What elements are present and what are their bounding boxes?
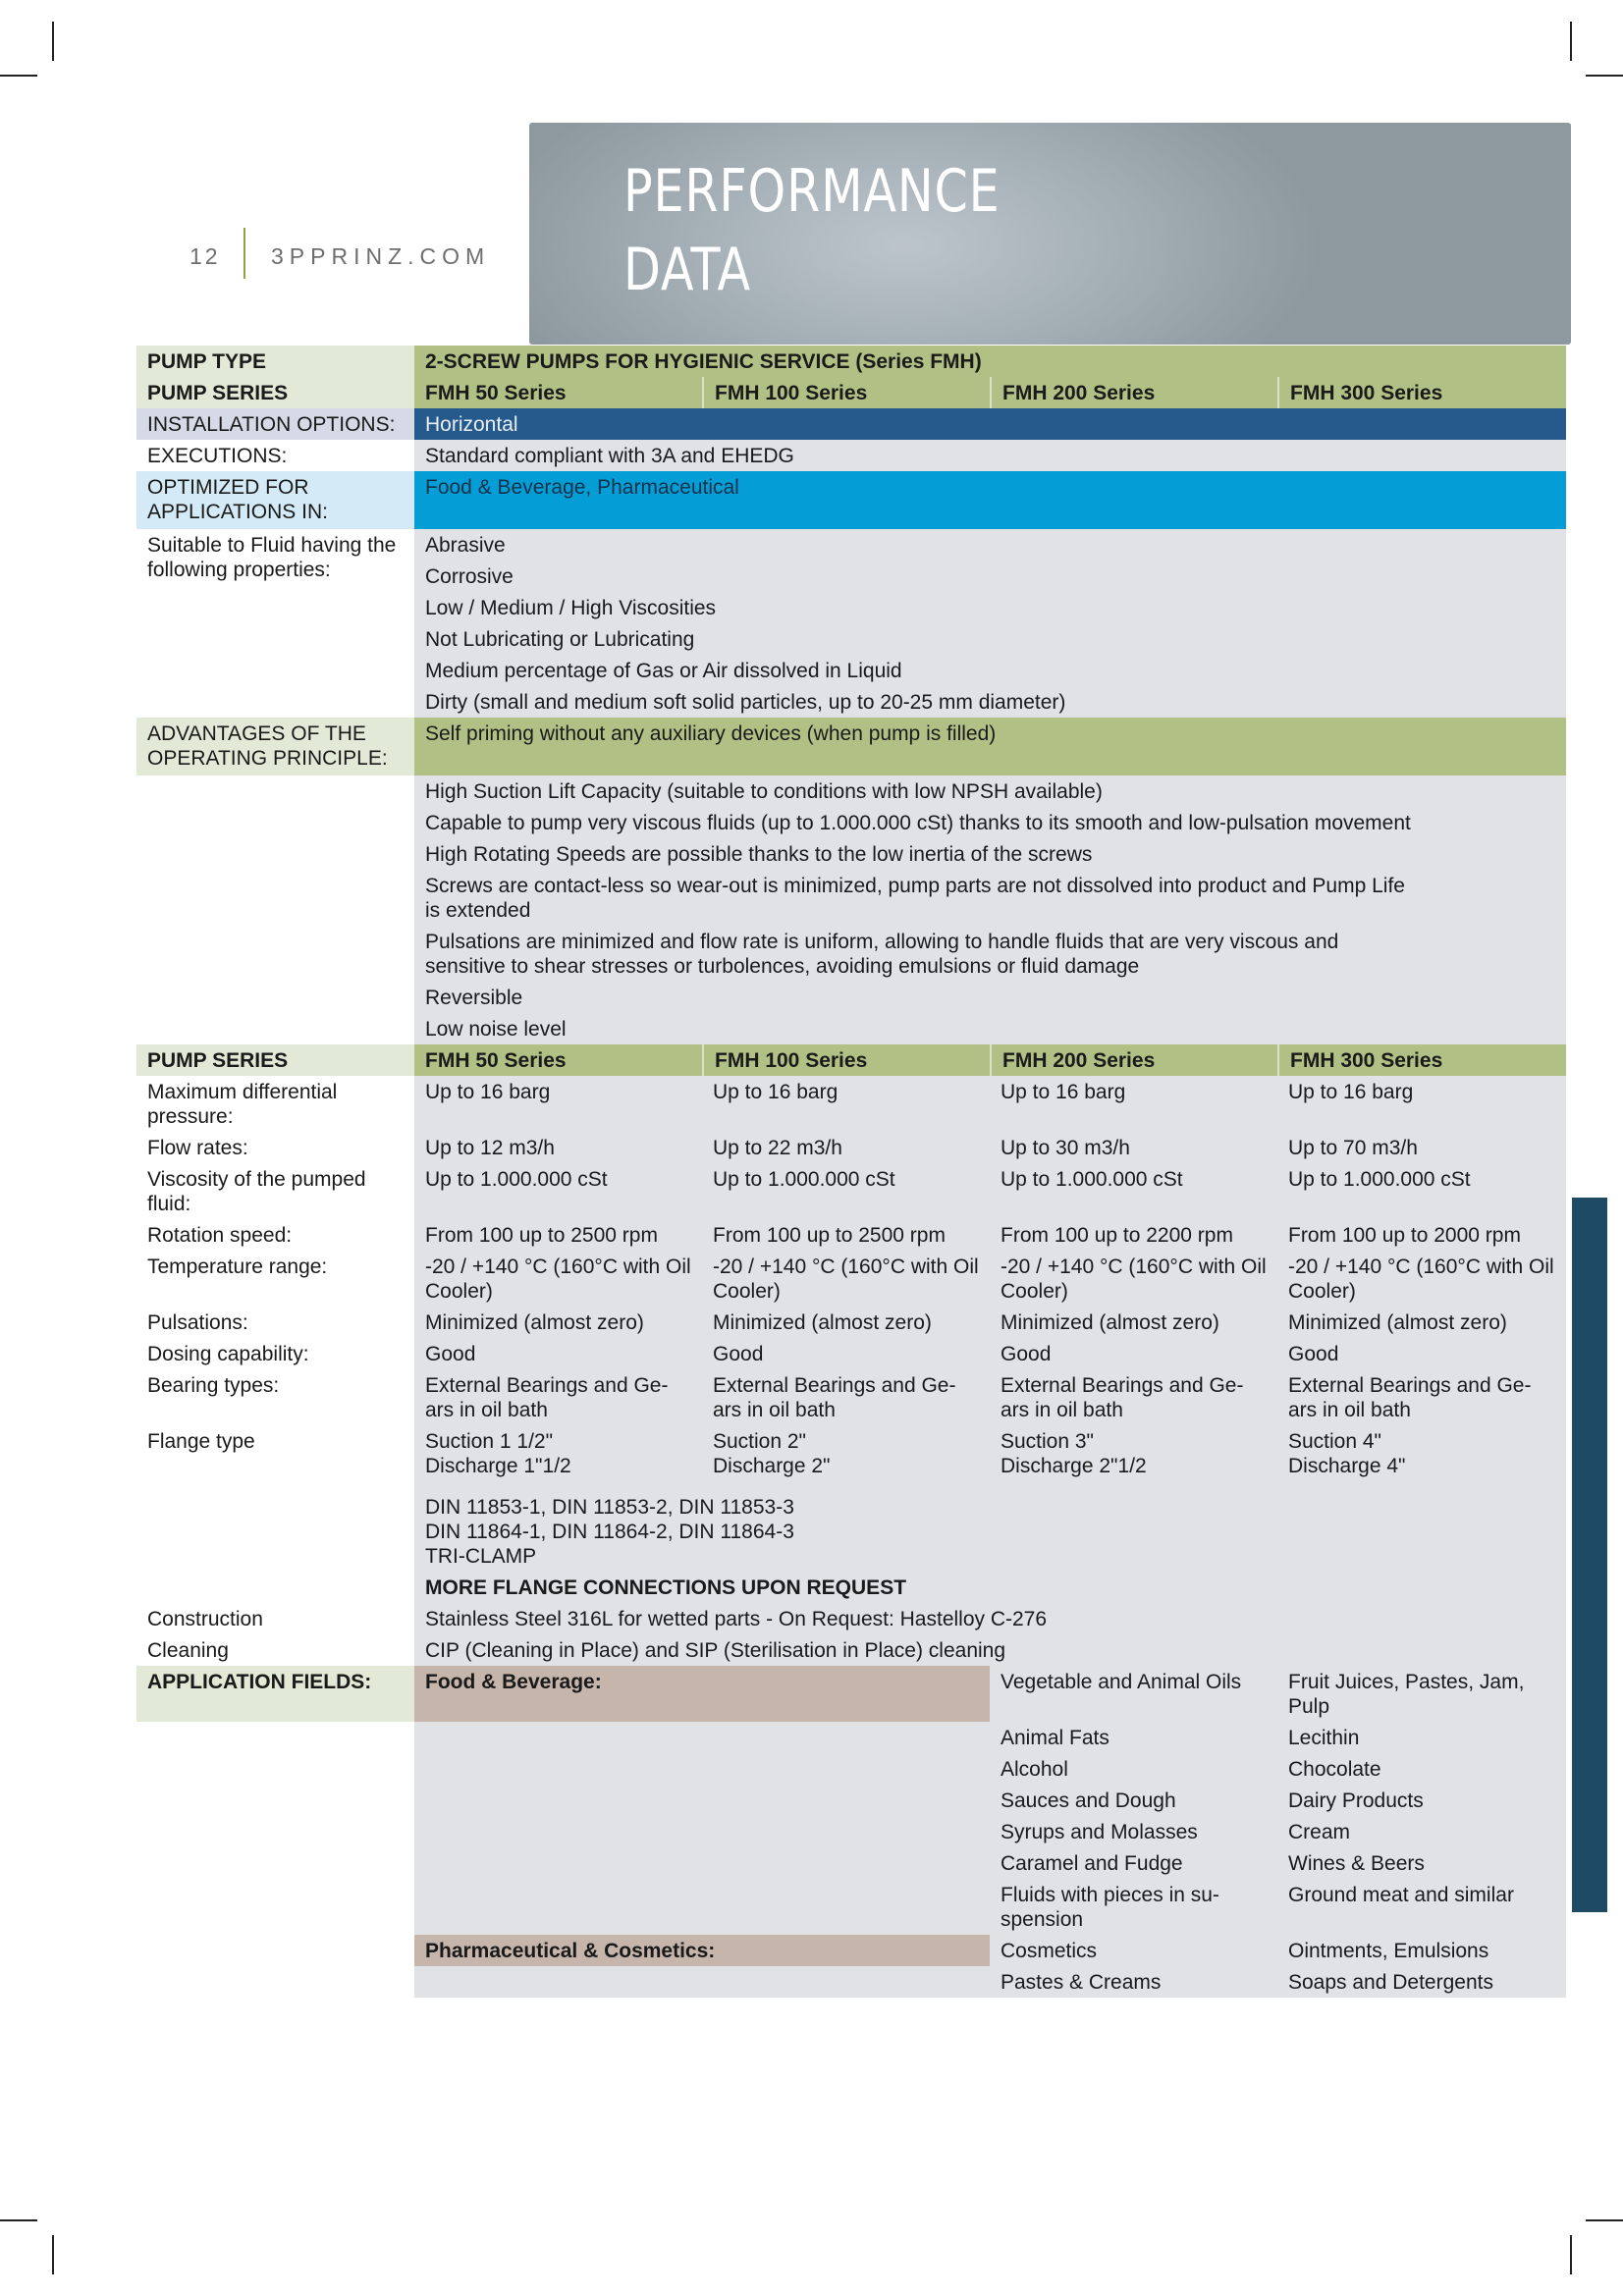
page-title [623, 152, 1001, 309]
flange-standards: DIN 11853-1, DIN 11853-2, DIN 11853-3 DIN 11864-1, DIN 11864-2, DIN 11864-3 TRI-CLAMP [414, 1481, 1566, 1572]
page-title-line1: PERFORMANCE [623, 157, 1001, 226]
fluid-property: Corrosive [414, 561, 1566, 592]
application-item: Cream [1277, 1816, 1566, 1847]
empty-label [136, 1785, 414, 1816]
table-row-advantages [136, 718, 1566, 775]
optimized-value: Food & Beverage, Pharmaceutical [414, 471, 1566, 529]
empty-cell [414, 1785, 990, 1816]
title-banner [529, 123, 1571, 345]
application-item: Ground meat and similar [1277, 1879, 1566, 1935]
crop-mark [1586, 2219, 1623, 2221]
spec-value: -20 / +140 °C (160°C with Oil Cooler) [414, 1251, 702, 1307]
flange-note: MORE FLANGE CONNECTIONS UPON REQUEST [414, 1572, 1566, 1603]
application-item: Fluids with pieces in su- spension [990, 1879, 1277, 1935]
spec-value: -20 / +140 °C (160°C with Oil Cooler) [1277, 1251, 1566, 1307]
spec-value: Up to 1.000.000 cSt [1277, 1163, 1566, 1219]
row-label: PUMP SERIES [136, 1044, 414, 1076]
spec-value: Minimized (almost zero) [414, 1307, 702, 1338]
advantage-highlight: Self priming without any auxiliary devices (when pump is filled) [414, 718, 1566, 775]
empty-label [136, 1572, 414, 1603]
spec-value: Up to 70 m3/h [1277, 1132, 1566, 1163]
spec-value: Up to 1.000.000 cSt [990, 1163, 1277, 1219]
table-row-spec [136, 1163, 1566, 1219]
table-row-flange-standards [136, 1481, 1566, 1572]
row-label: Flange type [136, 1425, 414, 1481]
application-item: Ointments, Emulsions [1277, 1935, 1566, 1966]
application-item: Animal Fats [990, 1722, 1277, 1753]
spec-value: External Bearings and Ge- ars in oil bath [414, 1369, 702, 1425]
table-row-spec [136, 1338, 1566, 1369]
spec-value: Up to 16 barg [414, 1076, 702, 1132]
row-label: Dosing capability: [136, 1338, 414, 1369]
empty-cell [414, 1879, 990, 1935]
application-category: Food & Beverage: [414, 1666, 990, 1722]
series-header: FMH 300 Series [1277, 377, 1566, 408]
table-row-pump-type [136, 346, 1566, 377]
installation-value: Horizontal [414, 408, 1566, 440]
spec-value: Minimized (almost zero) [990, 1307, 1277, 1338]
spec-value: External Bearings and Ge- ars in oil bath [990, 1369, 1277, 1425]
table-row-flange-note [136, 1572, 1566, 1603]
spec-value: External Bearings and Ge- ars in oil bath [1277, 1369, 1566, 1425]
row-label: APPLICATION FIELDS: [136, 1666, 414, 1722]
table-row-spec [136, 1132, 1566, 1163]
spec-value: Up to 1.000.000 cSt [414, 1163, 702, 1219]
spec-value: From 100 up to 2200 rpm [990, 1219, 1277, 1251]
table-row-pump-series [136, 377, 1566, 408]
spec-value: Minimized (almost zero) [1277, 1307, 1566, 1338]
spec-value: Up to 30 m3/h [990, 1132, 1277, 1163]
row-label: INSTALLATION OPTIONS: [136, 408, 414, 440]
spec-value: Good [414, 1338, 702, 1369]
row-label: PUMP SERIES [136, 377, 414, 408]
spec-value: Good [1277, 1338, 1566, 1369]
spec-value: Suction 4" Discharge 4" [1277, 1425, 1566, 1481]
table-row-executions [136, 440, 1566, 471]
advantage-item: Screws are contact-less so wear-out is minimized, pump parts are not dissolved into product and Pump Life is extended [414, 870, 1566, 926]
crop-mark [0, 2219, 37, 2221]
empty-label [136, 1847, 414, 1879]
table-row-spec [136, 1076, 1566, 1132]
row-label: Maximum differential pressure: [136, 1076, 414, 1132]
spec-value: Good [702, 1338, 990, 1369]
side-section-tab [1572, 1198, 1607, 1912]
table-row-construction [136, 1603, 1566, 1634]
spec-value: Minimized (almost zero) [702, 1307, 990, 1338]
empty-cell [414, 1722, 990, 1753]
executions-value: Standard compliant with 3A and EHEDG [414, 440, 1566, 471]
table-row-spec [136, 1369, 1566, 1425]
performance-table [136, 346, 1566, 1998]
advantage-item: Pulsations are minimized and flow rate is uniform, allowing to handle fluids that are very viscous and sensitive to shear stresses or turbolences, avoiding emulsions or fluid damage [414, 926, 1566, 982]
crop-mark [0, 75, 37, 77]
advantage-item: High Suction Lift Capacity (suitable to conditions with low NPSH available) [414, 775, 1566, 807]
advantage-item: Capable to pump very viscous fluids (up to 1.000.000 cSt) thanks to its smooth and low-pulsation movement [414, 807, 1566, 838]
row-label: Viscosity of the pumped fluid: [136, 1163, 414, 1219]
fluid-property: Medium percentage of Gas or Air dissolved in Liquid [414, 655, 1566, 686]
header-divider [243, 228, 245, 279]
fluid-property: Low / Medium / High Viscosities [414, 592, 1566, 623]
advantage-item: Low noise level [414, 1013, 1566, 1044]
table-row-application [136, 1785, 1566, 1816]
table-row-spec-header [136, 1044, 1566, 1076]
fluid-property: Abrasive [414, 529, 1566, 561]
spec-value: -20 / +140 °C (160°C with Oil Cooler) [702, 1251, 990, 1307]
table-row-application [136, 1879, 1566, 1935]
row-label: Cleaning [136, 1634, 414, 1666]
empty-label [136, 775, 414, 1044]
row-label: Bearing types: [136, 1369, 414, 1425]
cleaning-value: CIP (Cleaning in Place) and SIP (Sterilisation in Place) cleaning [414, 1634, 1566, 1666]
row-label: Suitable to Fluid having the following properties: [136, 529, 414, 718]
advantage-item: High Rotating Speeds are possible thanks to the low inertia of the screws [414, 838, 1566, 870]
table-row-spec [136, 1251, 1566, 1307]
spec-value: External Bearings and Ge- ars in oil bath [702, 1369, 990, 1425]
empty-label [136, 1966, 414, 1998]
empty-cell [414, 1847, 990, 1879]
row-label: PUMP TYPE [136, 346, 414, 377]
table-row-spec [136, 1425, 1566, 1481]
application-item: Soaps and Detergents [1277, 1966, 1566, 1998]
empty-label [136, 1481, 414, 1572]
table-row-application [136, 1847, 1566, 1879]
table-row-application [136, 1722, 1566, 1753]
application-item: Pastes & Creams [990, 1966, 1277, 1998]
crop-mark [1570, 22, 1572, 61]
crop-mark [1570, 2235, 1572, 2274]
spec-value: From 100 up to 2500 rpm [414, 1219, 702, 1251]
empty-cell [414, 1816, 990, 1847]
row-label: EXECUTIONS: [136, 440, 414, 471]
row-label: Rotation speed: [136, 1219, 414, 1251]
table-row-cleaning [136, 1634, 1566, 1666]
spec-value: From 100 up to 2000 rpm [1277, 1219, 1566, 1251]
table-row-application [136, 1753, 1566, 1785]
spec-value: Up to 12 m3/h [414, 1132, 702, 1163]
crop-mark [52, 2235, 54, 2274]
spec-value: -20 / +140 °C (160°C with Oil Cooler) [990, 1251, 1277, 1307]
empty-label [136, 1879, 414, 1935]
series-header: FMH 50 Series [414, 377, 702, 408]
table-row-fluid [136, 529, 1566, 561]
application-item: Syrups and Molasses [990, 1816, 1277, 1847]
row-label: ADVANTAGES OF THE OPERATING PRINCIPLE: [136, 718, 414, 775]
spec-value: Up to 22 m3/h [702, 1132, 990, 1163]
row-label: Pulsations: [136, 1307, 414, 1338]
application-item: Vegetable and Animal Oils [990, 1666, 1277, 1722]
row-label: Construction [136, 1603, 414, 1634]
table-row-spec [136, 1307, 1566, 1338]
table-row-application [136, 1816, 1566, 1847]
table-row-application [136, 1966, 1566, 1998]
table-row-spec [136, 1219, 1566, 1251]
spec-value: Suction 3" Discharge 2"1/2 [990, 1425, 1277, 1481]
pump-type-value: 2-SCREW PUMPS FOR HYGIENIC SERVICE (Series FMH) [414, 346, 1566, 377]
spec-value: Up to 16 barg [1277, 1076, 1566, 1132]
application-item: Wines & Beers [1277, 1847, 1566, 1879]
crop-mark [1586, 75, 1623, 77]
site-name: 3PPRINZ.COM [271, 243, 491, 269]
spec-value: Suction 2" Discharge 2" [702, 1425, 990, 1481]
fluid-property: Dirty (small and medium soft solid particles, up to 20-25 mm diameter) [414, 686, 1566, 718]
empty-label [136, 1753, 414, 1785]
spec-value: Good [990, 1338, 1277, 1369]
application-item: Sauces and Dough [990, 1785, 1277, 1816]
spec-value: Up to 16 barg [990, 1076, 1277, 1132]
spec-value: Suction 1 1/2" Discharge 1"1/2 [414, 1425, 702, 1481]
application-item: Caramel and Fudge [990, 1847, 1277, 1879]
fluid-property: Not Lubricating or Lubricating [414, 623, 1566, 655]
empty-label [136, 1722, 414, 1753]
application-item: Lecithin [1277, 1722, 1566, 1753]
application-item: Fruit Juices, Pastes, Jam, Pulp [1277, 1666, 1566, 1722]
empty-cell [414, 1753, 990, 1785]
series-header: FMH 100 Series [702, 1044, 990, 1076]
construction-value: Stainless Steel 316L for wetted parts - On Request: Hastelloy C-276 [414, 1603, 1566, 1634]
application-category: Pharmaceutical & Cosmetics: [414, 1935, 990, 1966]
application-item: Alcohol [990, 1753, 1277, 1785]
empty-cell [414, 1966, 990, 1998]
empty-label [136, 1935, 414, 1966]
page-number: 12 [189, 243, 221, 269]
series-header: FMH 50 Series [414, 1044, 702, 1076]
spec-value: From 100 up to 2500 rpm [702, 1219, 990, 1251]
table-row-installation [136, 408, 1566, 440]
page-title-line2: DATA [623, 236, 752, 304]
table-row-optimized [136, 471, 1566, 529]
series-header: FMH 200 Series [990, 377, 1277, 408]
application-item: Dairy Products [1277, 1785, 1566, 1816]
spec-value: Up to 1.000.000 cSt [702, 1163, 990, 1219]
row-label: OPTIMIZED FOR APPLICATIONS IN: [136, 471, 414, 529]
empty-label [136, 1816, 414, 1847]
application-item: Chocolate [1277, 1753, 1566, 1785]
application-item: Cosmetics [990, 1935, 1277, 1966]
table-row-application [136, 1666, 1566, 1722]
row-label: Temperature range: [136, 1251, 414, 1307]
spec-value: Up to 16 barg [702, 1076, 990, 1132]
advantage-item: Reversible [414, 982, 1566, 1013]
series-header: FMH 100 Series [702, 377, 990, 408]
row-label: Flow rates: [136, 1132, 414, 1163]
series-header: FMH 300 Series [1277, 1044, 1566, 1076]
crop-mark [52, 22, 54, 61]
series-header: FMH 200 Series [990, 1044, 1277, 1076]
table-row-application [136, 1935, 1566, 1966]
